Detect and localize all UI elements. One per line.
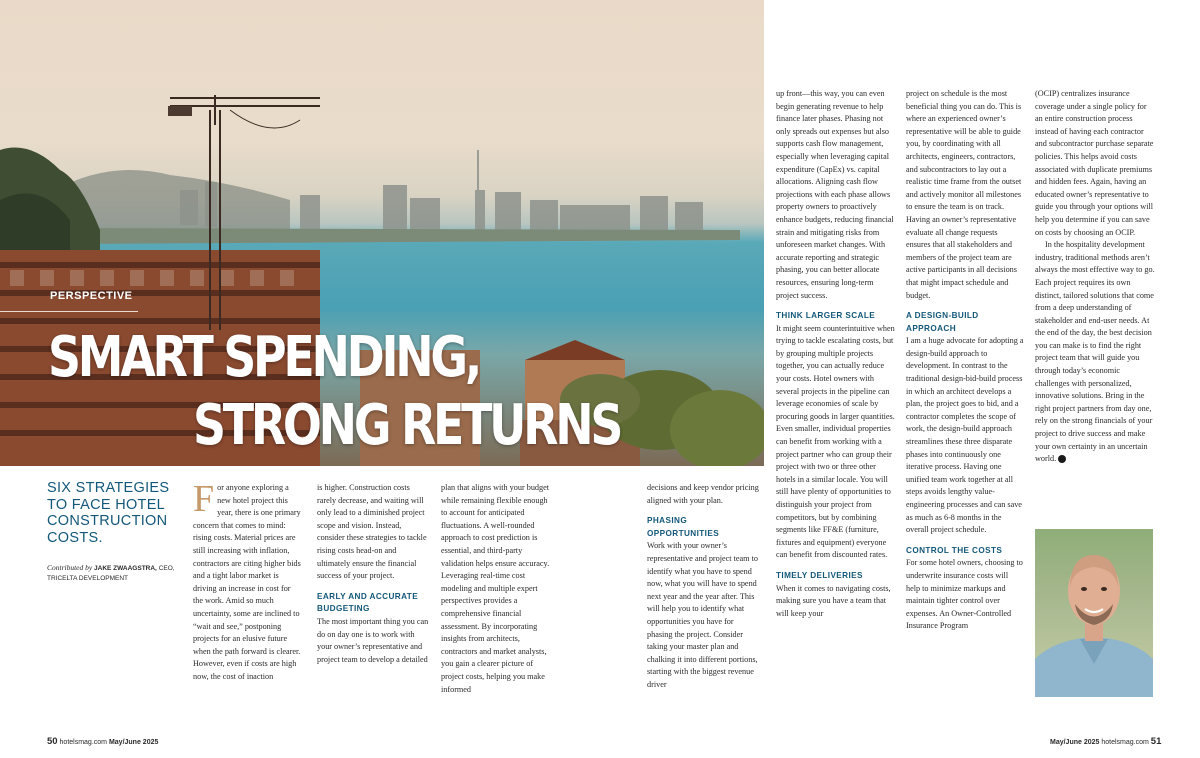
column-5 xyxy=(776,88,896,704)
column-6 xyxy=(906,88,1024,704)
section-heading: THINK LARGER SCALE xyxy=(776,311,876,321)
kicker-divider xyxy=(0,311,138,312)
paragraph: The most important thing you can do on day one is to work with your owner’s representative and project team to develop a detailed xyxy=(317,616,429,664)
paragraph: or anyone exploring a new hotel project this year, there is one primary concern that comes to mind: rising costs. Material prices are still increasing with inflation, contractors are citing higher bids and a tight labor market is driving an increase in cost for the work. Amid so much uncertainty, some are inclined to “wait and see,” postponing projects for an elusive future when the path forward is clearer. However, even if costs are high now, the cost of inaction xyxy=(193,483,301,681)
paragraph: plan that aligns with your budget while remaining flexible enough to account for anticipated fluctuations. A well-rounded approach to cost prediction is essential, and third-party validation helps ensure accuracy. Leveraging real-time cost modeling and multiple expert perspectives provides a comprehensive financial assessment. By incorporating insights from architects, contractors and market analysts, you gain a clearer picture of project costs, helping you make informed xyxy=(441,483,550,694)
footer-site-right: hotelsmag.com xyxy=(1101,739,1149,746)
column-3 xyxy=(441,482,555,702)
paragraph: When it comes to navigating costs, making sure you have a team that will keep your xyxy=(776,583,891,618)
paragraph-text: In the hospitality development industry, traditional methods aren’t always the most effective way to go. Each project requires its own distinct, tailored solutions that come from a deep understanding of stakeholder and end-user needs. At the end of the day, the best decision you can make is to find the right project team that will guide you through today’s economic challenges with personalized, innovative solutions. Bring in the right project partners from day one, rely on the strong financials of your project to drive success and make your own certainty in an uncertain world. xyxy=(1035,240,1155,464)
paragraph xyxy=(1035,239,1155,466)
page-number-right: 51 xyxy=(1150,736,1162,747)
paragraph: project on schedule is the most beneficial thing you can do. This is where an experienced owner’s representative will be able to guide you, by coordinating with all architects, engineers, contractors, and subcontractors to lay out a realistic time frame from the outset and actively monitor all milestones to ensure the team is on track. Having an owner’s representative evaluate all change requests ensures that all stakeholders and members of the project team are active participants in all decisions that might impact schedule and budget. xyxy=(906,89,1022,300)
footer-issue-left: May/June 2025 xyxy=(108,739,159,746)
paragraph: Work with your owner’s representative and project team to identify what you have to spend now, what you will have to spend next year and the year after. This will help you to identify what opportunities you have for phasing the project. Consider taking your master plan and chalking it into different portions, starting with the biggest revenue driver xyxy=(647,541,758,689)
headline-line-2: STRONG RETURNS xyxy=(193,393,621,458)
page-number-left: 50 xyxy=(47,736,58,747)
end-mark-icon: H xyxy=(1058,455,1066,463)
section-kicker: PERSPECTIVE xyxy=(50,290,133,302)
paragraph: I am a huge advocate for adopting a design-build approach to development. In contrast to the traditional design-bid-build process in which an architect develops a plan, the project goes to bid, and a contractor completes the scope of work, the design-build approach streamlines these three disparate phases into continuously one iterative process. Having one unified team work together at all steps avoids lengthy value-engineering processes and can save as much as 6-8 months in the overall project schedule. xyxy=(906,336,1024,535)
paragraph: For some hotel owners, choosing to underwrite insurance costs will help to minimize markups and maintain tighter control over expenses. An Owner-Controlled Insurance Program xyxy=(906,558,1023,631)
column-4 xyxy=(647,482,761,702)
section-heading: PHASING OPPORTUNITIES xyxy=(647,516,720,538)
footer-right xyxy=(1050,736,1161,747)
paragraph: up front—this way, you can even begin generating revenue to help finance later phases. Phasing not only spreads out expenses but also supports cash flow management, especially when leveraging capital expenditure (CapEx) vs. capital allocations. Aligning cash flow projections with each phase allows property owners to proactively enhance budgets, reducing financial strain and mitigating risks from unforeseen market changes. With accurate reporting and strategic phasing, you can better allocate resources, ensuring long-term project success. xyxy=(776,89,894,300)
column-2 xyxy=(317,482,429,702)
paragraph: decisions and keep vendor pricing aligned with your plan. xyxy=(647,483,759,505)
section-heading: A DESIGN-BUILD APPROACH xyxy=(906,311,979,333)
drop-cap: F xyxy=(193,482,215,520)
byline-role: CEO, xyxy=(158,565,175,572)
section-heading: TIMELY DELIVERIES xyxy=(776,570,863,580)
portrait-illustration xyxy=(1035,529,1153,697)
byline-company: TRICELTA DEVELOPMENT xyxy=(47,575,129,582)
section-heading: CONTROL THE COSTS xyxy=(906,545,1003,555)
byline-contributed: Contributed by xyxy=(47,563,93,572)
paragraph: is higher. Construction costs rarely decrease, and waiting will only lead to a diminished project scope and vision. Instead, consider these strategies to tackle rising costs head-on and ultimately ensure the financial success of your project. xyxy=(317,483,427,581)
footer-issue-right: May/June 2025 xyxy=(1050,739,1100,746)
column-7 xyxy=(1035,88,1155,524)
paragraph: (OCIP) centralizes insurance coverage under a single policy for an entire construction process instead of having each contractor and subcontractor purchase separate policies. This helps avoid costs associated with duplicate premiums and hidden fees. Again, having an educated owner’s representative to guide you through your options will help you determine if you can save on costs by choosing an OCIP. xyxy=(1035,89,1154,237)
byline xyxy=(47,563,187,584)
byline-author: JAKE ZWAAGSTRA, xyxy=(94,565,157,572)
paragraph: It might seem counterintuitive when trying to tackle escalating costs, but by grouping multiple projects together, you can actually reduce your costs. Hotel owners with several projects in the pipeline can leverage economies of scale by procuring goods in larger quantities. Even smaller, individual properties can benefit from working with a project partner who can group their project with two or three other hotels in a similar locale. You will still have plenty of opportunities to distinguish your project from competitors, but by combining segments like FF&E (furniture, fixtures and equipment) everyone can benefit from discounted rates. xyxy=(776,323,895,560)
headline-line-1: SMART SPENDING, xyxy=(48,325,480,390)
footer-site-left: hotelsmag.com xyxy=(59,739,107,746)
column-1 xyxy=(193,482,301,702)
section-heading: EARLY AND ACCURATE BUDGETING xyxy=(317,591,419,614)
footer-left xyxy=(47,736,158,747)
author-portrait xyxy=(1035,529,1153,697)
article-subhead: SIX STRATEGIES TO FACE HOTEL CONSTRUCTION COSTS. xyxy=(47,480,170,546)
